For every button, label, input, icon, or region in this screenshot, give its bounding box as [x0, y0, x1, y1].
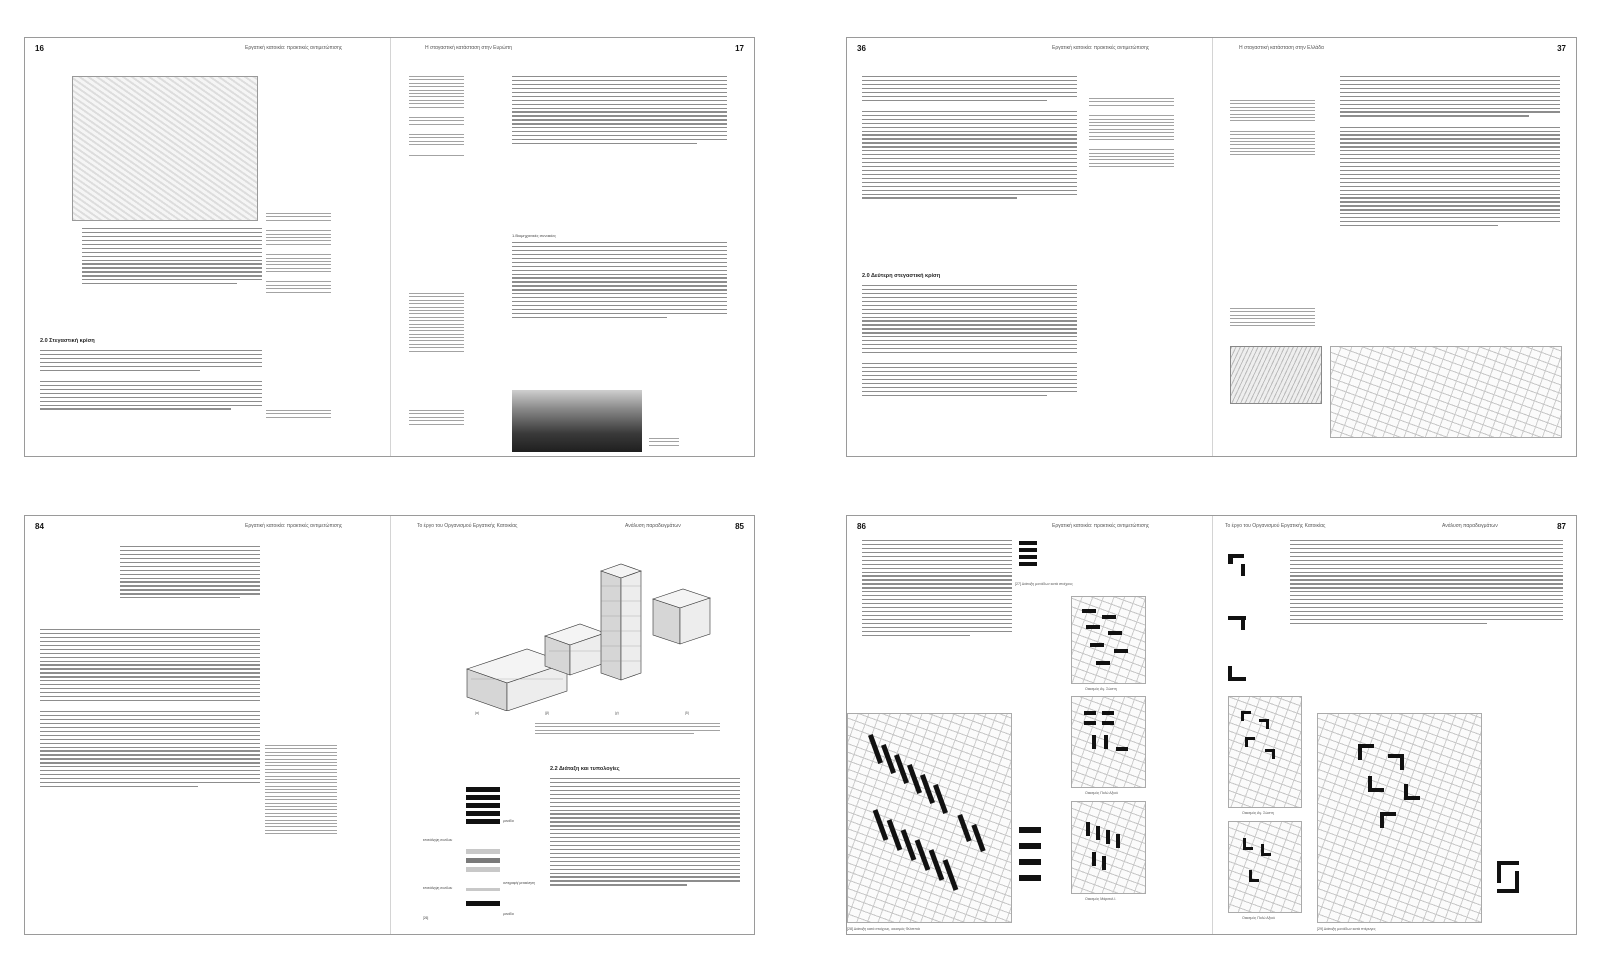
- module-bar: [1019, 548, 1037, 552]
- diagram-label: (γ): [615, 711, 619, 715]
- module-bar: [466, 867, 500, 872]
- module-bar: [1019, 827, 1041, 833]
- module-bar: [1019, 875, 1041, 881]
- section-heading: 2.0 Δεύτερη στεγαστική κρίση: [862, 273, 941, 279]
- footnotes: [266, 213, 331, 295]
- module-label: μονάδα: [503, 912, 514, 916]
- running-head: Ανάλυση παραδειγμάτων: [625, 523, 681, 529]
- map-label: Οικισμός Πολύ Αξιού: [1242, 916, 1275, 920]
- running-head: Το έργο του Οργανισμού Εργατικής Κατοικίας: [1225, 523, 1326, 529]
- module-bar: [466, 901, 500, 906]
- module-bar: [1019, 859, 1041, 865]
- module-bar: [466, 849, 500, 854]
- site-plan-agios-sostis: [1071, 596, 1146, 684]
- page-number: 87: [1557, 522, 1566, 531]
- page-number: 36: [857, 44, 866, 53]
- module-piece: [1497, 889, 1519, 893]
- page-number: 85: [735, 522, 744, 531]
- module-bar: [466, 795, 500, 800]
- gutter: [390, 38, 391, 456]
- gutter: [390, 516, 391, 934]
- module-bar: [466, 819, 500, 824]
- spread-pages-84-85: [24, 515, 755, 935]
- page-number: 37: [1557, 44, 1566, 53]
- diagram-label: (β): [545, 711, 549, 715]
- site-plan-poli-axiou: [1071, 696, 1146, 788]
- module-piece: [1241, 564, 1245, 576]
- map-label: Οικισμός Αγ. Σώστη: [1242, 811, 1274, 815]
- running-head: Εργατική κατοικία: πρακτικές αντιμετώπισης: [1052, 523, 1150, 529]
- figure-caption: [28] Διάταξη κατά στοίχους, οικισμός Φιλιππιά: [847, 927, 920, 931]
- module-bar: [1019, 541, 1037, 545]
- module-bar: [466, 858, 500, 863]
- athens-settlements-map: [1330, 346, 1562, 438]
- module-bar: [1019, 843, 1041, 849]
- module-bar: [1019, 555, 1037, 559]
- module-piece: [1241, 616, 1245, 630]
- gutter: [1212, 38, 1213, 456]
- site-plan-marsal: [1071, 801, 1146, 894]
- running-head: Η σταγαστική κατάσταση στην Ελλάδα: [1239, 45, 1324, 51]
- body-text: [862, 540, 1012, 638]
- refugee-camp-sketch: [1230, 346, 1322, 404]
- figure-caption: [535, 723, 720, 737]
- map-label: Οικισμός Πολύ Αξιού: [1085, 791, 1118, 795]
- photo-caption: [649, 438, 679, 448]
- section-heading: 2.0 Στεγαστική κρίση: [40, 338, 95, 344]
- running-head: Η σταγαστική κατάσταση στην Ευρώπη: [425, 45, 513, 51]
- diagram-label: (δ): [685, 711, 689, 715]
- module-label: μονάδα: [503, 819, 514, 823]
- spread-pages-36-37: [846, 37, 1577, 457]
- module-piece: [1497, 861, 1519, 865]
- module-label: επανάληψη συνόλου: [423, 886, 453, 890]
- footnotes: [265, 745, 337, 837]
- historic-map-figure: [72, 76, 258, 221]
- figure-caption: [29] Διάταξη μονάδων κατά πτέρυγες: [1317, 927, 1376, 931]
- running-head: Το έργο του Οργανισμού Εργατικής Κατοικίας: [417, 523, 518, 529]
- site-plan-poli-axiou-wings: [1228, 821, 1302, 913]
- module-piece: [1228, 554, 1244, 558]
- body-text: [1290, 540, 1563, 627]
- footnotes: [409, 410, 464, 427]
- diagram-label: (α): [475, 711, 479, 715]
- site-plan-agios-sostis-wings: [1228, 696, 1302, 808]
- footnotes: [409, 76, 464, 158]
- site-plan-philippia: [847, 713, 1012, 923]
- body-text: [1340, 76, 1560, 229]
- footnotes: [1230, 308, 1315, 328]
- body-text: [82, 228, 262, 287]
- section-heading: 2.2 Διάταξη και τυπολογίες: [550, 766, 620, 772]
- footnotes: [409, 293, 464, 354]
- footnotes: [1230, 100, 1315, 158]
- module-bar: [1019, 562, 1037, 566]
- page-number: 16: [35, 44, 44, 53]
- running-head: Εργατική κατοικία: πρακτικές αντιμετώπισης: [245, 45, 343, 51]
- figure-caption: [27] Διάταξη μονάδων κατά στοίχους: [1015, 582, 1073, 586]
- industrial-city-photo: [512, 390, 642, 452]
- page-number: 86: [857, 522, 866, 531]
- module-bar: [466, 803, 500, 808]
- body-text: [550, 778, 740, 888]
- running-head: Εργατική κατοικία: πρακτικές αντιμετώπισης: [245, 523, 343, 529]
- gutter: [1212, 516, 1213, 934]
- site-plan-wings-large: [1317, 713, 1482, 923]
- page-number: 84: [35, 522, 44, 531]
- body-text: [120, 546, 260, 601]
- module-bar: [466, 787, 500, 792]
- running-head: Ανάλυση παραδειγμάτων: [1442, 523, 1498, 529]
- module-label: επανάληψη συνόλου: [423, 838, 453, 842]
- footnotes: [266, 410, 331, 420]
- map-label: Οικισμός Αγ. Σώστη: [1085, 687, 1117, 691]
- running-head: Εργατική κατοικία: πρακτικές αντιμετώπισης: [1052, 45, 1150, 51]
- module-bar: [466, 888, 500, 891]
- spread-pages-16-17: [24, 37, 755, 457]
- figure-number: [26]: [423, 916, 429, 920]
- module-piece: [1228, 677, 1246, 681]
- body-text: [512, 242, 727, 321]
- body-text: [40, 350, 262, 412]
- map-label: Οικισμός Μάρσαλ Ι.: [1085, 897, 1117, 901]
- module-label: αντιγραφή/ μετακίνηση: [503, 881, 535, 885]
- isometric-building-models: [465, 551, 725, 711]
- spread-pages-86-87: [846, 515, 1577, 935]
- body-text: [512, 76, 727, 147]
- subheading: 1.Βιομηχανικές συνοικίες: [512, 233, 557, 238]
- body-text: [862, 285, 1077, 399]
- body-text: [862, 76, 1077, 201]
- footnotes: [1089, 98, 1174, 170]
- module-bar: [466, 811, 500, 816]
- page-number: 17: [735, 44, 744, 53]
- body-text: [40, 629, 260, 790]
